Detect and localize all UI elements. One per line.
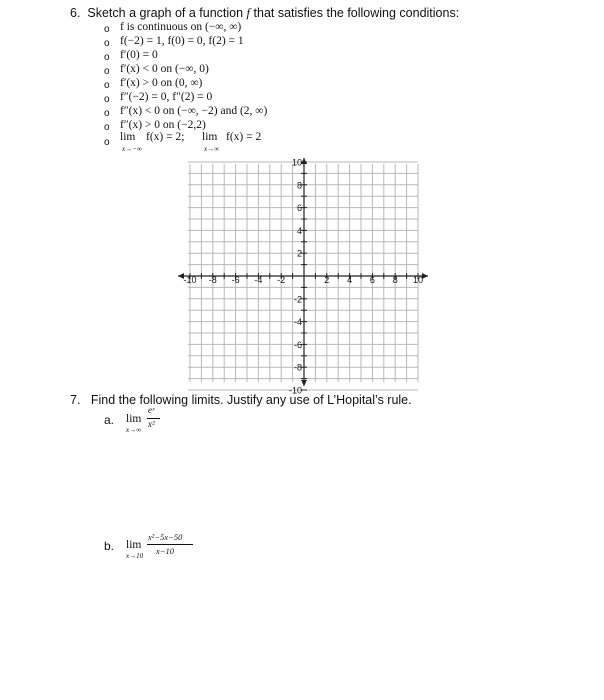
part-b-numerator: x²−5x−50 — [148, 532, 183, 542]
limit-1-expression: f(x) = 2; — [146, 131, 185, 143]
question-6-function-var: f — [246, 6, 251, 20]
x-tick-label: -10 — [183, 275, 197, 285]
part-b-denominator: x−10 — [156, 546, 175, 556]
y-tick-label: -6 — [293, 339, 302, 350]
y-axis — [301, 158, 307, 386]
part-b-label: b. — [104, 539, 115, 553]
condition-derivative-zero: f′(0) = 0 — [120, 49, 158, 61]
limit-2-lim: lim — [202, 131, 218, 143]
condition-inflection: f″(−2) = 0, f″(2) = 0 — [120, 91, 213, 103]
part-a-lim: lim — [126, 413, 142, 425]
bullet-icon: o — [104, 80, 110, 91]
condition-decreasing: f′(x) < 0 on (−∞, 0) — [120, 63, 209, 75]
condition-increasing: f′(x) > 0 on (0, ∞) — [120, 77, 203, 89]
bullet-icon: o — [104, 122, 110, 133]
x-tick-label: -8 — [208, 275, 217, 285]
question-7-prompt: Find the following limits. Justify any use of L’Hopital’s rule. — [90, 393, 412, 407]
y-tick-label: 4 — [296, 225, 302, 236]
condition-continuous: f is continuous on (−∞, ∞) — [120, 21, 242, 33]
question-6-prompt-tail: that satisfies the following conditions: — [253, 6, 460, 20]
question-6-prompt: Sketch a graph of a function — [87, 6, 244, 20]
coordinate-grid — [170, 150, 440, 396]
condition-concave-down: f″(x) < 0 on (−∞, −2) and (2, ∞) — [120, 105, 268, 117]
condition-values: f(−2) = 1, f(0) = 0, f(2) = 1 — [120, 35, 244, 47]
part-a-denominator: x² — [148, 419, 155, 429]
x-tick-label: -4 — [254, 275, 263, 285]
question-7-number: 7. — [70, 393, 81, 407]
x-tick-label: 2 — [324, 275, 330, 285]
part-b-subscript: x→10 — [126, 552, 144, 560]
part-a — [104, 404, 224, 440]
bullet-icon: o — [104, 66, 110, 77]
part-a-label: a. — [104, 413, 115, 427]
question-6-number: 6. — [70, 6, 81, 20]
x-tick-label: -2 — [277, 275, 286, 285]
y-tick-label: 6 — [296, 203, 302, 214]
x-tick-label: 4 — [347, 275, 353, 285]
x-tick-label: -6 — [231, 275, 240, 285]
x-tick-label: 8 — [392, 275, 398, 285]
bullet-icon: o — [104, 94, 110, 105]
bullet-icon: o — [104, 24, 110, 35]
y-tick-label: -2 — [293, 294, 302, 305]
condition-concave-up: f″(x) > 0 on (−2,2) — [120, 119, 206, 131]
y-tick-label: 8 — [296, 180, 302, 191]
limit-1-subscript: x→−∞ — [122, 145, 142, 153]
bullet-icon: o — [104, 38, 110, 49]
x-tick-label: 10 — [412, 275, 424, 285]
part-b-fraction-bar — [147, 544, 193, 545]
part-b-lim: lim — [126, 539, 142, 551]
y-tick-label: -8 — [293, 362, 302, 373]
y-tick-label: 10 — [291, 157, 302, 168]
y-tick-label: -10 — [288, 385, 302, 396]
limit-2-subscript: x→∞ — [204, 145, 220, 153]
y-tick-label: -4 — [293, 317, 302, 328]
part-a-subscript: x→∞ — [126, 426, 142, 434]
bullet-icon: o — [104, 137, 110, 148]
question-6-header — [70, 6, 459, 21]
part-a-numerator: eˣ — [148, 405, 155, 415]
part-b — [104, 530, 254, 566]
y-tick-label: 2 — [296, 248, 302, 259]
x-tick-label: 6 — [369, 275, 375, 285]
bullet-icon: o — [104, 52, 110, 63]
limit-2-expression: f(x) = 2 — [226, 131, 262, 143]
limit-1-lim: lim — [120, 131, 136, 143]
bullet-icon: o — [104, 108, 110, 119]
